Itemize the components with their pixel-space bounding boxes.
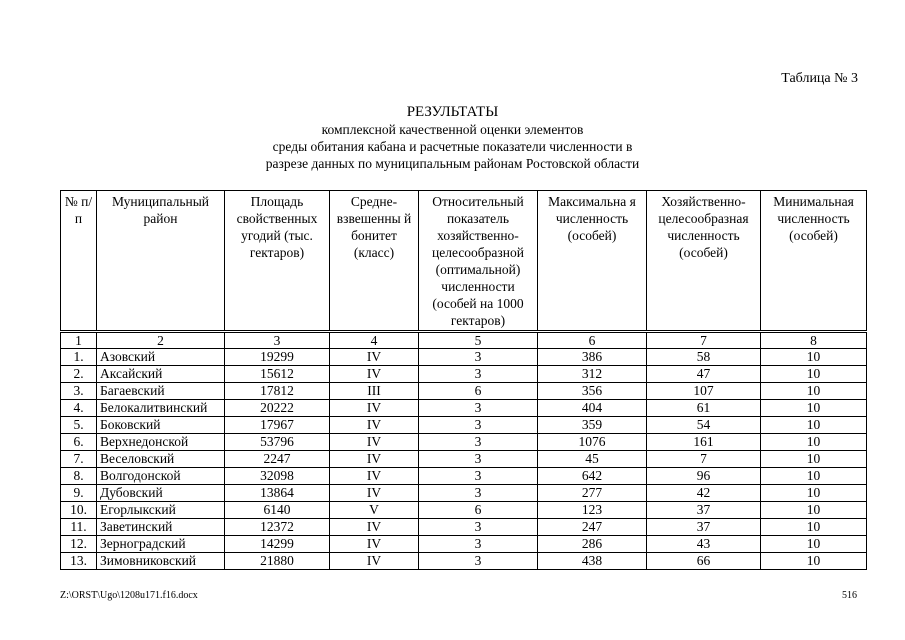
max-population: 359 xyxy=(538,417,647,434)
bonitet-class: IV xyxy=(330,468,419,485)
bonitet-class: IV xyxy=(330,417,419,434)
column-number-row xyxy=(61,332,867,349)
bonitet-class: IV xyxy=(330,536,419,553)
table-row xyxy=(61,485,867,502)
bonitet-class: IV xyxy=(330,485,419,502)
table-number-label: Таблица № 3 xyxy=(781,71,858,86)
land-area: 20222 xyxy=(225,400,330,417)
optimal-population: 96 xyxy=(647,468,761,485)
table-title: РЕЗУЛЬТАТЫ xyxy=(406,104,499,120)
table-subtitle-line: среды обитания кабана и расчетные показатели численности в xyxy=(272,139,633,154)
optimal-population: 47 xyxy=(647,366,761,383)
table-subtitle-line: разрезе данных по муниципальным районам Ростовской области xyxy=(265,156,640,171)
max-population: 1076 xyxy=(538,434,647,451)
row-number: 12. xyxy=(61,536,97,553)
district-name: Веселовский xyxy=(97,451,225,468)
relative-density: 3 xyxy=(419,451,538,468)
relative-density: 3 xyxy=(419,519,538,536)
column-header: Площадь свойственных угодий (тыс. гектаров) xyxy=(225,191,330,332)
relative-density: 3 xyxy=(419,468,538,485)
table-row xyxy=(61,519,867,536)
optimal-population: 42 xyxy=(647,485,761,502)
max-population: 277 xyxy=(538,485,647,502)
row-number: 13. xyxy=(61,553,97,570)
column-header: Максимальна я численность (особей) xyxy=(538,191,647,332)
optimal-population: 7 xyxy=(647,451,761,468)
column-header: Минимальная численность (особей) xyxy=(761,191,867,332)
table-row xyxy=(61,434,867,451)
district-name: Азовский xyxy=(97,349,225,366)
min-population: 10 xyxy=(761,502,867,519)
column-number: 4 xyxy=(330,332,419,349)
land-area: 53796 xyxy=(225,434,330,451)
max-population: 438 xyxy=(538,553,647,570)
column-number: 3 xyxy=(225,332,330,349)
bonitet-class: IV xyxy=(330,451,419,468)
bonitet-class: IV xyxy=(330,519,419,536)
table-row xyxy=(61,417,867,434)
district-name: Заветинский xyxy=(97,519,225,536)
land-area: 21880 xyxy=(225,553,330,570)
column-number: 5 xyxy=(419,332,538,349)
column-number: 1 xyxy=(61,332,97,349)
row-number: 4. xyxy=(61,400,97,417)
relative-density: 3 xyxy=(419,349,538,366)
min-population: 10 xyxy=(761,451,867,468)
min-population: 10 xyxy=(761,400,867,417)
table-row xyxy=(61,349,867,366)
min-population: 10 xyxy=(761,468,867,485)
max-population: 386 xyxy=(538,349,647,366)
land-area: 2247 xyxy=(225,451,330,468)
bonitet-class: IV xyxy=(330,349,419,366)
max-population: 286 xyxy=(538,536,647,553)
relative-density: 6 xyxy=(419,502,538,519)
relative-density: 3 xyxy=(419,485,538,502)
document-file-path: Z:\ORST\Ugo\1208u171.f16.docx xyxy=(60,590,198,601)
max-population: 312 xyxy=(538,366,647,383)
max-population: 45 xyxy=(538,451,647,468)
min-population: 10 xyxy=(761,553,867,570)
min-population: 10 xyxy=(761,349,867,366)
table-row xyxy=(61,553,867,570)
max-population: 123 xyxy=(538,502,647,519)
district-name: Багаевский xyxy=(97,383,225,400)
row-number: 1. xyxy=(61,349,97,366)
table-row xyxy=(61,400,867,417)
land-area: 14299 xyxy=(225,536,330,553)
land-area: 13864 xyxy=(225,485,330,502)
table-row xyxy=(61,468,867,485)
district-name: Егорлыкский xyxy=(97,502,225,519)
row-number: 6. xyxy=(61,434,97,451)
district-name: Белокалитвинский xyxy=(97,400,225,417)
bonitet-class: IV xyxy=(330,400,419,417)
max-population: 642 xyxy=(538,468,647,485)
table-header-row xyxy=(61,191,867,332)
min-population: 10 xyxy=(761,536,867,553)
row-number: 5. xyxy=(61,417,97,434)
max-population: 404 xyxy=(538,400,647,417)
bonitet-class: V xyxy=(330,502,419,519)
land-area: 12372 xyxy=(225,519,330,536)
land-area: 32098 xyxy=(225,468,330,485)
relative-density: 3 xyxy=(419,553,538,570)
min-population: 10 xyxy=(761,434,867,451)
table-row xyxy=(61,366,867,383)
bonitet-class: IV xyxy=(330,366,419,383)
table-row xyxy=(61,536,867,553)
min-population: 10 xyxy=(761,366,867,383)
row-number: 9. xyxy=(61,485,97,502)
column-number: 6 xyxy=(538,332,647,349)
land-area: 6140 xyxy=(225,502,330,519)
relative-density: 3 xyxy=(419,400,538,417)
optimal-population: 43 xyxy=(647,536,761,553)
min-population: 10 xyxy=(761,383,867,400)
row-number: 3. xyxy=(61,383,97,400)
bonitet-class: IV xyxy=(330,434,419,451)
district-name: Боковский xyxy=(97,417,225,434)
table-row xyxy=(61,502,867,519)
table-body xyxy=(61,332,867,570)
optimal-population: 66 xyxy=(647,553,761,570)
column-header: Муниципальный район xyxy=(97,191,225,332)
optimal-population: 37 xyxy=(647,502,761,519)
row-number: 8. xyxy=(61,468,97,485)
land-area: 17812 xyxy=(225,383,330,400)
column-header: № п/п xyxy=(61,191,97,332)
column-number: 2 xyxy=(97,332,225,349)
table-row xyxy=(61,451,867,468)
results-table xyxy=(60,190,867,570)
district-name: Волгодонской xyxy=(97,468,225,485)
min-population: 10 xyxy=(761,485,867,502)
row-number: 10. xyxy=(61,502,97,519)
optimal-population: 161 xyxy=(647,434,761,451)
column-number: 8 xyxy=(761,332,867,349)
optimal-population: 61 xyxy=(647,400,761,417)
max-population: 247 xyxy=(538,519,647,536)
bonitet-class: IV xyxy=(330,553,419,570)
column-header: Относительный показатель хозяйственно-целесообразной (оптимальной) численности (особей на 1000 гектаров) xyxy=(419,191,538,332)
column-header: Хозяйственно-целесообразная численность (особей) xyxy=(647,191,761,332)
row-number: 11. xyxy=(61,519,97,536)
table-subtitle-line: комплексной качественной оценки элементов xyxy=(321,122,584,137)
land-area: 17967 xyxy=(225,417,330,434)
optimal-population: 37 xyxy=(647,519,761,536)
district-name: Верхнедонской xyxy=(97,434,225,451)
max-population: 356 xyxy=(538,383,647,400)
district-name: Дубовский xyxy=(97,485,225,502)
optimal-population: 58 xyxy=(647,349,761,366)
land-area: 15612 xyxy=(225,366,330,383)
optimal-population: 54 xyxy=(647,417,761,434)
relative-density: 3 xyxy=(419,417,538,434)
relative-density: 3 xyxy=(419,366,538,383)
district-name: Зимовниковский xyxy=(97,553,225,570)
min-population: 10 xyxy=(761,417,867,434)
district-name: Зерноградский xyxy=(97,536,225,553)
row-number: 2. xyxy=(61,366,97,383)
column-header: Средне-взвешенны й бонитет (класс) xyxy=(330,191,419,332)
table-row xyxy=(61,383,867,400)
optimal-population: 107 xyxy=(647,383,761,400)
bonitet-class: III xyxy=(330,383,419,400)
relative-density: 6 xyxy=(419,383,538,400)
district-name: Аксайский xyxy=(97,366,225,383)
relative-density: 3 xyxy=(419,536,538,553)
min-population: 10 xyxy=(761,519,867,536)
land-area: 19299 xyxy=(225,349,330,366)
row-number: 7. xyxy=(61,451,97,468)
table-title-block xyxy=(0,104,905,172)
relative-density: 3 xyxy=(419,434,538,451)
column-number: 7 xyxy=(647,332,761,349)
page-number: 516 xyxy=(842,590,857,601)
